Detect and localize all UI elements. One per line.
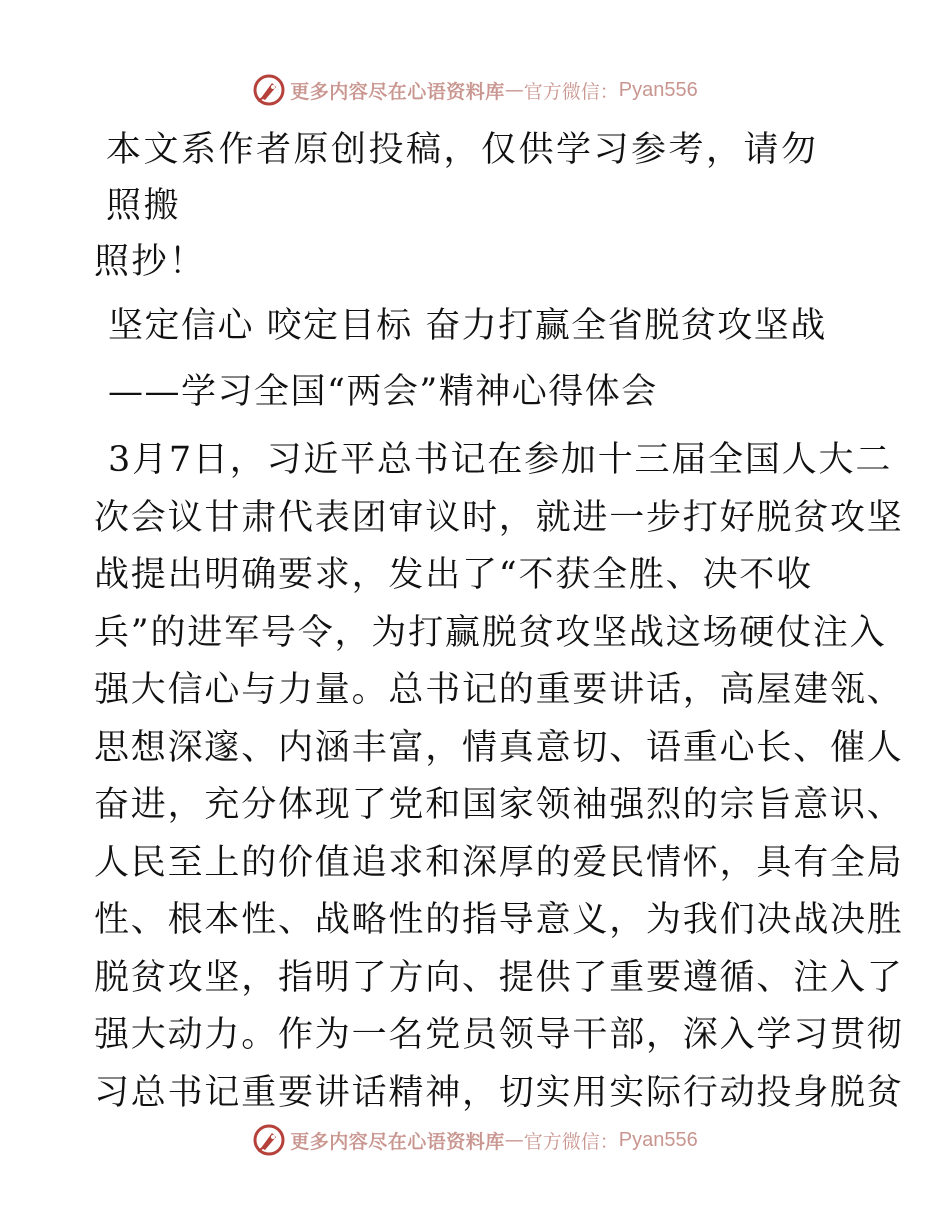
watermark-brand: 更多内容尽在心语资料库	[290, 80, 505, 103]
body-paragraph	[94, 432, 904, 1122]
notice-line-1: 本文系作者原创投稿，仅供学习参考，请勿照搬	[106, 130, 819, 226]
body-line: 思想深邃、内涵丰富，情真意切、语重心长、催人	[94, 727, 904, 768]
body-line: 强大动力。作为一名党员领导干部，深入学习贯彻	[94, 1015, 904, 1055]
body-line: 脱贫攻坚，指明了方向、提供了重要遵循、注入了	[94, 957, 904, 998]
copyright-notice	[94, 122, 854, 290]
body-line: 人民至上的价值追求和深厚的爱民情怀，具有全局	[94, 842, 904, 883]
watermark-wechat-label: 官方微信：	[523, 80, 619, 103]
body-line: 习总书记重要讲话精神，切实用实际行动投身脱贫	[94, 1072, 904, 1113]
watermark-handle: Pyan556	[618, 1128, 698, 1151]
notice-line-2: 照抄！	[94, 242, 207, 282]
watermark-handle: Pyan556	[618, 78, 698, 101]
document-body	[94, 122, 904, 1122]
watermark-dash: —	[504, 1129, 524, 1151]
body-line: 兵”的进军号令，为打赢脱贫攻坚战这场硬仗注入	[94, 612, 887, 653]
body-line: 强大信心与力量。总书记的重要讲话，高屋建瓴、	[94, 670, 904, 710]
header-watermark	[0, 70, 950, 110]
body-line: 性、根本性、战略性的指导意义，为我们决战决胜	[94, 900, 904, 940]
body-line: 奋进，充分体现了党和国家领袖强烈的宗旨意识、	[94, 785, 904, 825]
pen-nib-logo-icon	[252, 73, 286, 107]
footer-watermark	[0, 1120, 950, 1160]
watermark-dash: —	[504, 79, 524, 101]
body-line: 3月7日，习近平总书记在参加十三届全国人大二	[108, 440, 893, 480]
document-title: 坚定信心 咬定目标 奋力打赢全省脱贫攻坚战	[108, 306, 827, 346]
watermark-brand: 更多内容尽在心语资料库	[290, 1130, 505, 1153]
document-subtitle: ——学习全国“两会”精神心得体会	[108, 372, 658, 412]
watermark-wechat-label: 官方微信：	[523, 1130, 619, 1153]
body-line: 战提出明确要求，发出了“不获全胜、决不收	[94, 555, 813, 595]
body-line: 次会议甘肃代表团审议时，就进一步打好脱贫攻坚	[94, 497, 904, 538]
pen-nib-logo-icon	[252, 1123, 286, 1157]
